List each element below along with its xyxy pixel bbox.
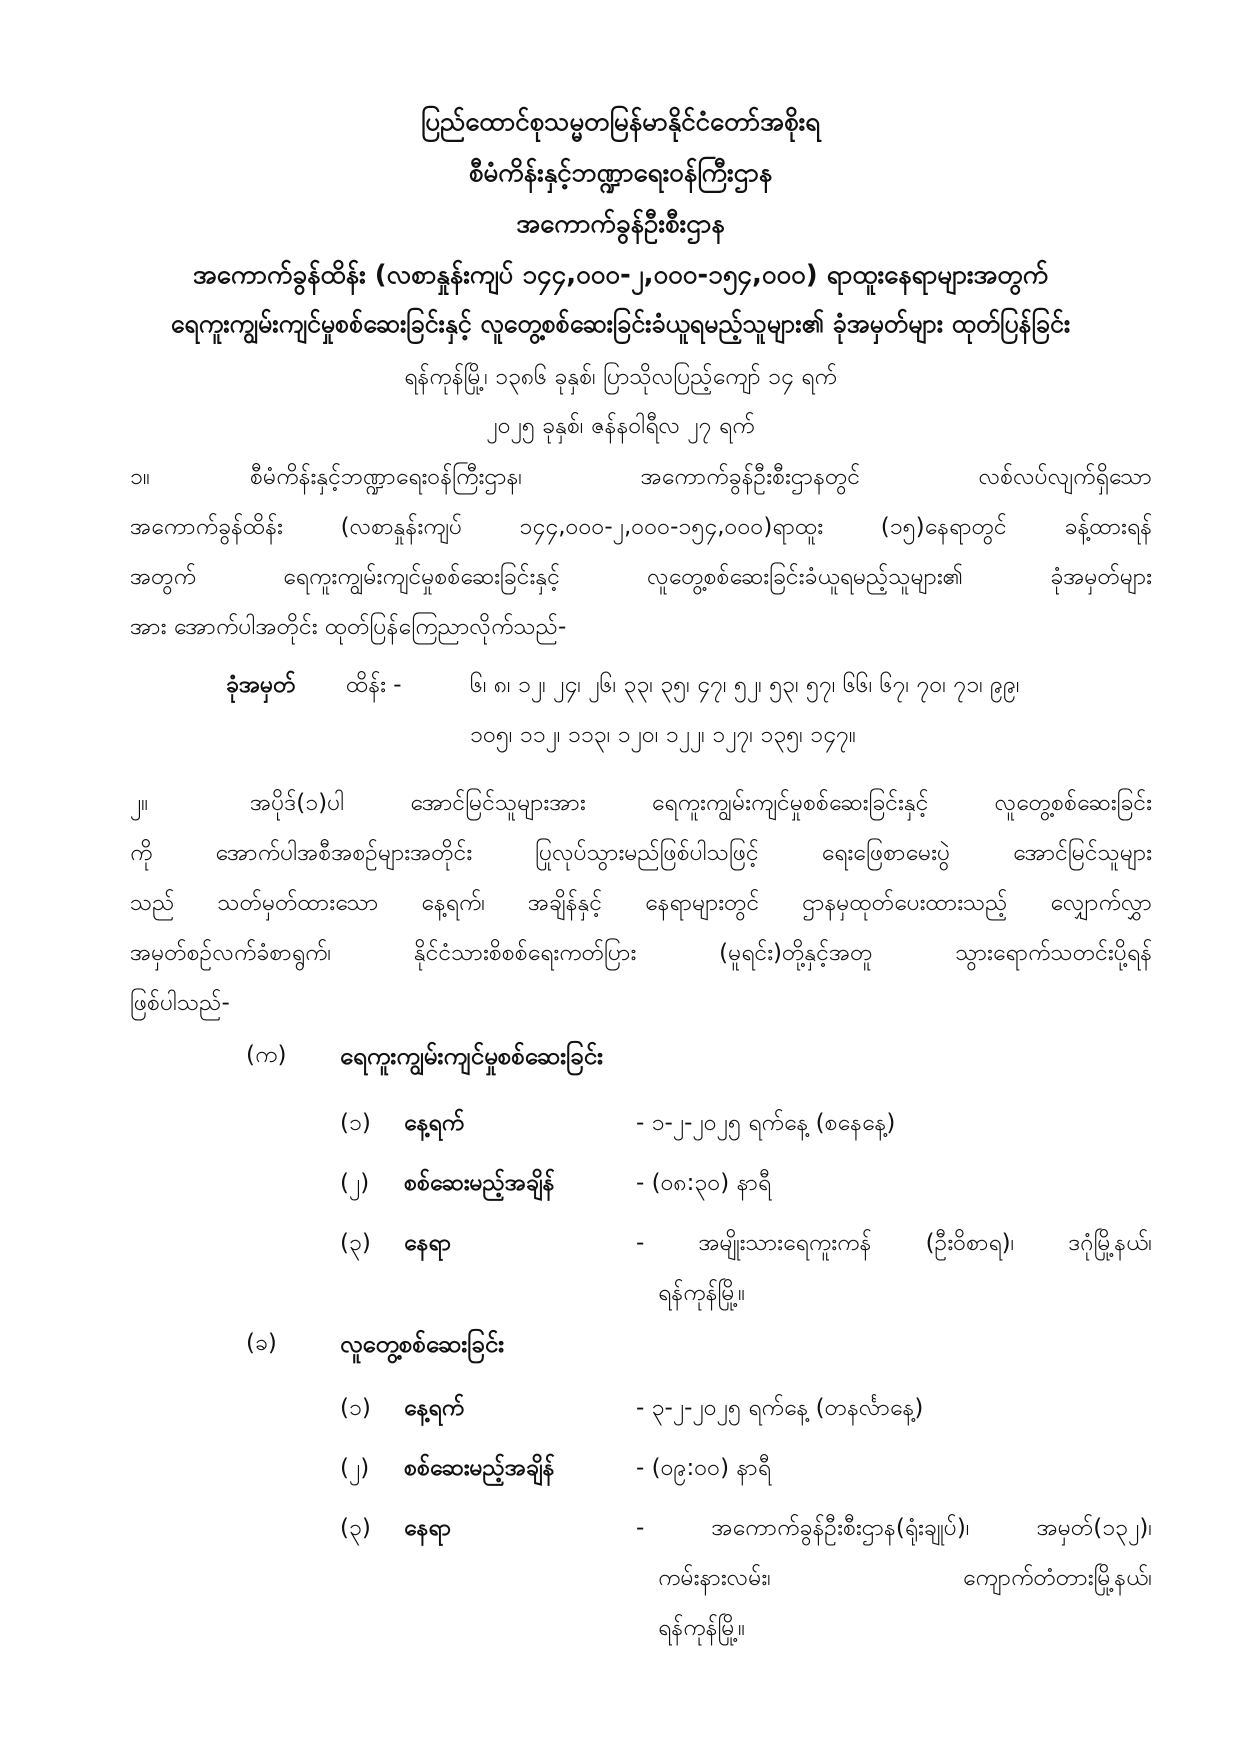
para2-line-5: ဖြစ်ပါသည်- [130, 990, 230, 1016]
para1-line-4: အား အောက်ပါအတိုင်း ထုတ်ပြန်ကြေညာလိုက်သည်- [130, 614, 567, 640]
header-line-1: ပြည်ထောင်စုသမ္မတမြန်မာနိုင်ငံတော်အစိုးရ [420, 107, 821, 137]
header-line-5: ရေကူးကျွမ်းကျင်မှုစစ်ဆေးခြင်းနှင့် လူတွေ့စစ်ဆေးခြင်းခံယူရမည့်သူများ၏ ခုံအမှတ်များ ထုတ်ပြန်ခြင်း [170, 309, 1071, 338]
section-b-item-3-value-3: ရန်ကုန်မြို့။ [658, 1615, 746, 1641]
section-a-item-1-label: နေ့ရက် [404, 1110, 465, 1136]
section-b-item-3-value: - အကောက်ခွန်ဦးစီးဌာန(ရုံးချုပ်)၊ အမှတ်(၁၃၂)၊ [636, 1515, 1152, 1541]
section-a-item-1-value: - ၁-၂-၂၀၂၅ ရက်နေ့ (စနေနေ့) [636, 1110, 896, 1136]
section-a-item-3-label: နေရာ [404, 1230, 452, 1256]
seat-numbers-label: ခုံအမှတ် [226, 672, 296, 698]
section-a-item-2-no: (၂) [340, 1170, 370, 1196]
section-b-item-2-value: - (၀၉:၀၀) နာရီ [636, 1455, 771, 1481]
seat-numbers-prefix: ထိန်း - [346, 672, 402, 698]
para1-line-1: စီမံကိန်းနှင့်ဘဏ္ဍာရေးဝန်ကြီးဌာန၊ အကောက်ခွန်ဦးစီးဌာနတွင် လစ်လပ်လျက်ရှိသော [250, 464, 1152, 490]
section-b-item-2-no: (၂) [340, 1455, 370, 1481]
section-a-item-3-no: (၃) [340, 1230, 371, 1256]
section-a-title: ရေကူးကျွမ်းကျင်မှုစစ်ဆေးခြင်း [340, 1042, 604, 1070]
para2-line-1: အပိုဒ်(၁)ပါ အောင်မြင်သူများအား ရေကူးကျွမ်းကျင်မှုစစ်ဆေးခြင်းနှင့် လူတွေ့စစ်ဆေးခြင်း [250, 790, 1152, 816]
date-gregorian: ၂၀၂၅ ခုနှစ်၊ ဇန်နဝါရီလ ၂၇ ရက် [486, 413, 755, 439]
section-a-item-3-value: - အမျိုးသားရေကူးကန် (ဦးဝိစာရ)၊ ဒဂုံမြို့နယ်၊ [636, 1230, 1152, 1256]
para1-number: ၁။ [130, 464, 150, 490]
section-b-item-1-value: - ၃-၂-၂၀၂၅ ရက်နေ့ (တနင်္လာနေ့) [636, 1395, 924, 1421]
section-b-title: လူတွေ့စစ်ဆေးခြင်း [340, 1330, 505, 1358]
section-b-item-3-label: နေရာ [404, 1515, 452, 1541]
section-b-item-2-label: စစ်ဆေးမည့်အချိန် [404, 1455, 555, 1481]
header-line-3: အကောက်ခွန်ဦးစီးဌာန [516, 209, 725, 239]
section-a-item-3-value-2: ရန်ကုန်မြို့။ [658, 1280, 746, 1306]
section-b-item-3-value-2: ကမ်းနားလမ်း၊ ကျောက်တံတားမြို့နယ်၊ [658, 1565, 1152, 1591]
date-myanmar: ရန်ကုန်မြို့၊ ၁၃၈၆ ခုနှစ်၊ ပြာသိုလပြည့်ကျော် ၁၄ ရက် [404, 364, 837, 390]
section-a-item-2-value: - (၀၈:၃၀) နာရီ [636, 1170, 772, 1196]
header-line-2: စီမံကိန်းနှင့်ဘဏ္ဍာရေးဝန်ကြီးဌာန [468, 158, 773, 188]
header-line-4: အကောက်ခွန်ထိန်း (လစာနှုန်းကျပ် ၁၄၄,၀၀၀-၂,၀၀၀-၁၅၄,၀၀၀) ရာထူးနေရာများအတွက် [192, 260, 1049, 290]
para1-line-3: အတွက် ရေကူးကျွမ်းကျင်မှုစစ်ဆေးခြင်းနှင့် လူတွေ့စစ်ဆေးခြင်းခံယူရမည့်သူများ၏ ခုံအမှတ်များ [130, 564, 1152, 590]
section-b-item-1-label: နေ့ရက် [404, 1395, 465, 1421]
seat-numbers-line-1: ၆၊ ၈၊ ၁၂၊ ၂၄၊ ၂၆၊ ၃၃၊ ၃၅၊ ၄၇၊ ၅၂၊ ၅၃၊ ၅၇၊ ၆၆၊ ၆၇၊ ၇၀၊ ၇၁၊ ၉၉၊ [470, 672, 1020, 698]
section-a-marker: (က) [246, 1042, 287, 1068]
para2-line-4: အမှတ်စဉ်လက်ခံစာရွက်၊ နိုင်ငံသားစိစစ်ရေးကတ်ပြား (မူရင်း)တို့နှင့်အတူ သွားရောက်သတင်းပို့ရန် [130, 940, 1152, 966]
para2-line-3: သည် သတ်မှတ်ထားသော နေ့ရက်၊ အချိန်နှင့် နေရာများတွင် ဌာနမှထုတ်ပေးထားသည့် လျှောက်လွှာ [130, 890, 1152, 916]
section-b-marker: (ခ) [246, 1330, 277, 1356]
section-b-item-1-no: (၁) [340, 1395, 371, 1421]
section-a-item-1-no: (၁) [340, 1110, 371, 1136]
section-a-item-2-label: စစ်ဆေးမည့်အချိန် [404, 1170, 555, 1196]
section-b-item-3-no: (၃) [340, 1515, 371, 1541]
para2-line-2: ကို အောက်ပါအစီအစဉ်များအတိုင်း ပြုလုပ်သွားမည်ဖြစ်ပါသဖြင့် ရေးဖြေစာမေးပွဲ အောင်မြင်သူများ [130, 840, 1152, 866]
seat-numbers-line-2: ၁၀၅၊ ၁၁၂၊ ၁၁၃၊ ၁၂၀၊ ၁၂၂၊ ၁၂၇၊ ၁၃၅၊ ၁၄၇။ [470, 722, 856, 748]
para2-number: ၂။ [130, 790, 149, 816]
para1-line-2: အကောက်ခွန်ထိန်း (လစာနှုန်းကျပ် ၁၄၄,၀၀၀-၂,၀၀၀-၁၅၄,၀၀၀)ရာထူး (၁၅)နေရာတွင် ခန့်ထားရန် [130, 514, 1152, 540]
